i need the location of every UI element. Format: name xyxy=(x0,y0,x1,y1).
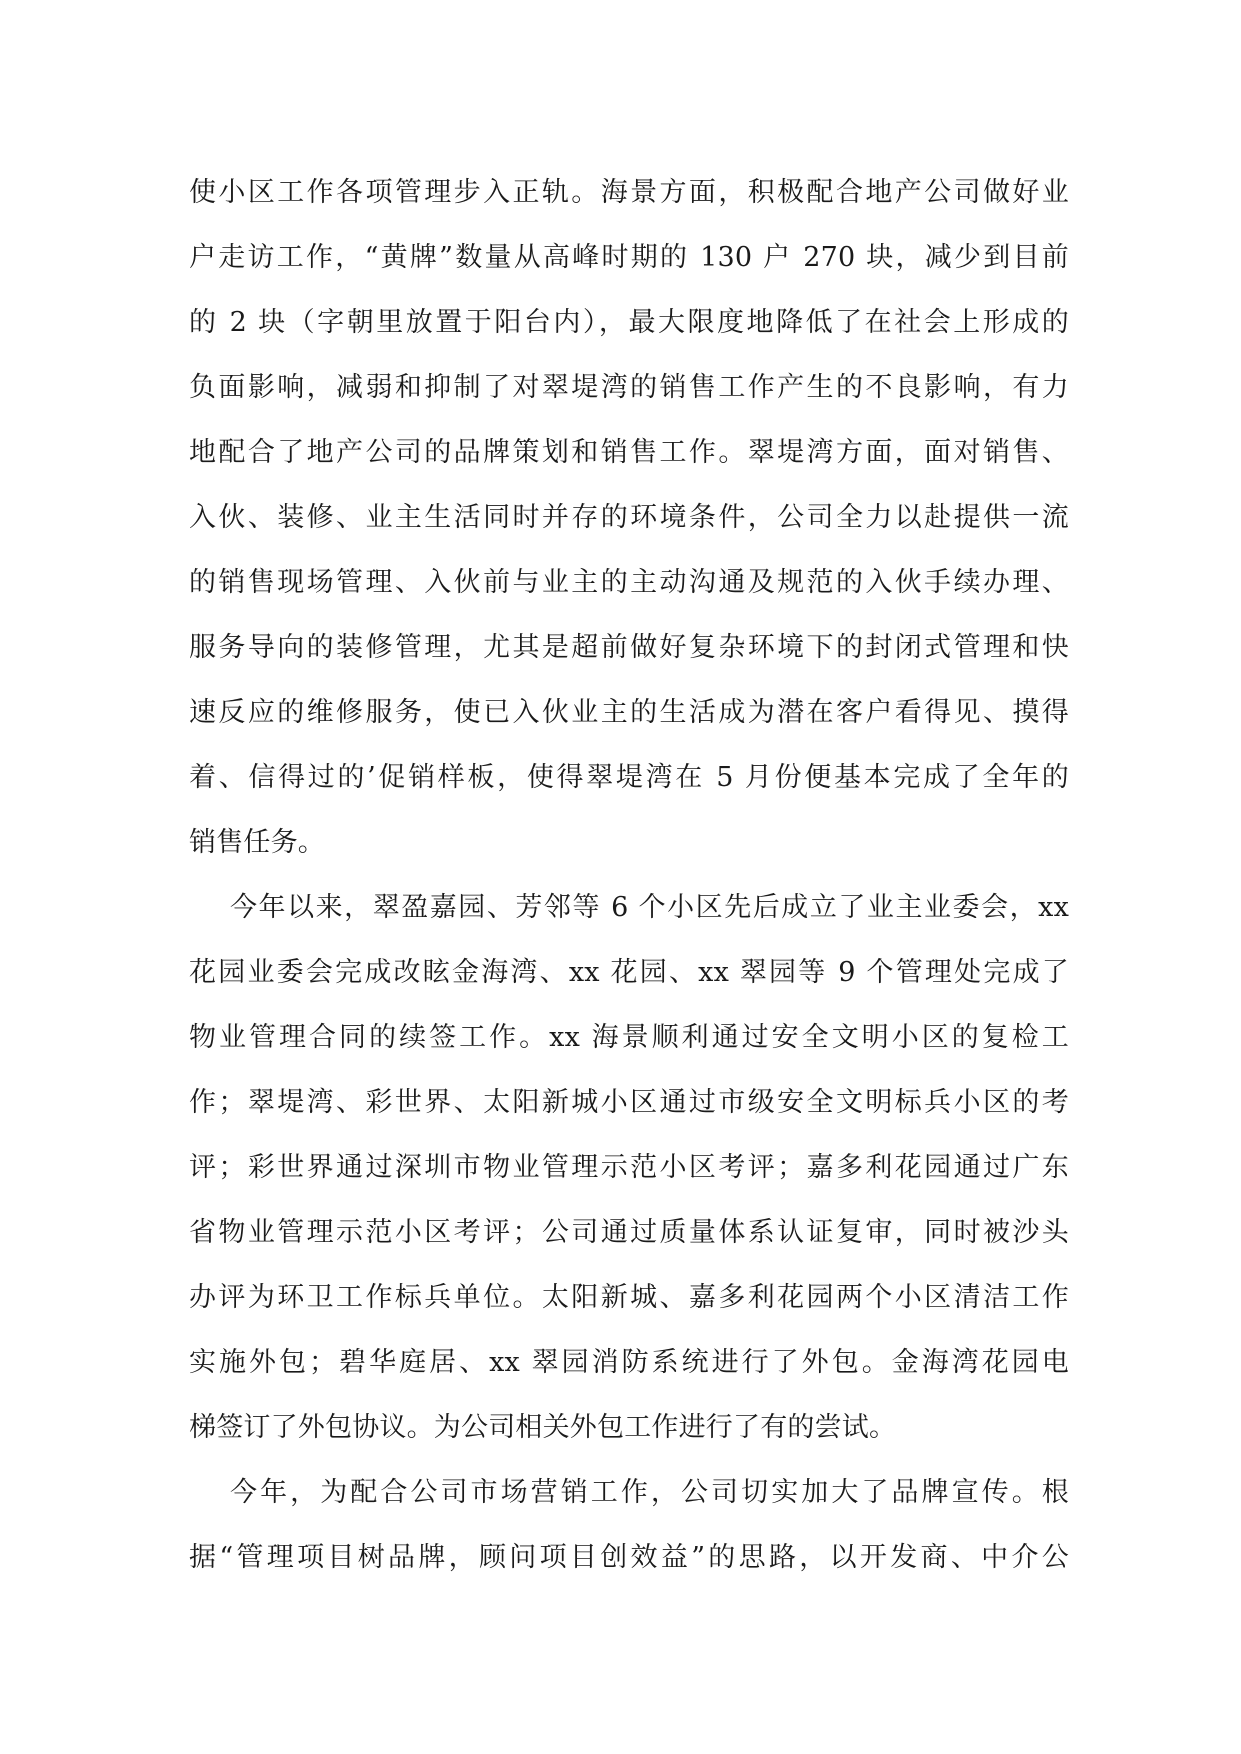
text-line: 据“管理项目树品牌，顾问项目创效益”的思路，以开发商、中介公 xyxy=(189,1542,1069,1573)
text-line: 花园业委会完成改眩金海湾、xx 花园、xx 翠园等 9 个管理处完成了 xyxy=(189,957,1069,988)
text-line: 评；彩世界通过深圳市物业管理示范小区考评；嘉多利花园通过广东 xyxy=(189,1152,1069,1183)
text-line: 入伙、装修、业主生活同时并存的环境条件，公司全力以赴提供一流 xyxy=(189,502,1069,533)
text-line: 今年，为配合公司市场营销工作，公司切实加大了品牌宣传。根 xyxy=(230,1477,1069,1508)
text-line: 地配合了地产公司的品牌策划和销售工作。翠堤湾方面，面对销售、 xyxy=(189,437,1069,468)
text-line: 着、信得过的’促销样板，使得翠堤湾在 5 月份便基本完成了全年的 xyxy=(189,762,1069,793)
text-line: 办评为环卫工作标兵单位。太阳新城、嘉多利花园两个小区清洁工作 xyxy=(189,1282,1069,1313)
text-line: 今年以来，翠盈嘉园、芳邻等 6 个小区先后成立了业主业委会，xx xyxy=(230,892,1069,923)
body-text xyxy=(189,160,1069,1590)
text-line: 速反应的维修服务，使已入伙业主的生活成为潜在客户看得见、摸得 xyxy=(189,697,1069,728)
text-line: 服务导向的装修管理，尤其是超前做好复杂环境下的封闭式管理和快 xyxy=(189,632,1069,663)
text-line: 省物业管理示范小区考评；公司通过质量体系认证复审，同时被沙头 xyxy=(189,1217,1069,1248)
text-line: 梯签订了外包协议。为公司相关外包工作进行了有的尝试。 xyxy=(189,1412,897,1443)
text-line: 的销售现场管理、入伙前与业主的主动沟通及规范的入伙手续办理、 xyxy=(189,567,1069,598)
text-line: 作；翠堤湾、彩世界、太阳新城小区通过市级安全文明标兵小区的考 xyxy=(189,1087,1069,1118)
text-line: 的 2 块（字朝里放置于阳台内），最大限度地降低了在社会上形成的 xyxy=(189,307,1069,338)
text-line: 物业管理合同的续签工作。xx 海景顺利通过安全文明小区的复检工 xyxy=(189,1022,1069,1053)
text-line: 使小区工作各项管理步入正轨。海景方面，积极配合地产公司做好业 xyxy=(189,177,1069,208)
text-line: 户走访工作，“黄牌”数量从高峰时期的 130 户 270 块，减少到目前 xyxy=(189,242,1069,273)
text-line: 销售任务。 xyxy=(189,827,325,858)
text-line: 实施外包；碧华庭居、xx 翠园消防系统进行了外包。金海湾花园电 xyxy=(189,1347,1069,1378)
text-line: 负面影响，减弱和抑制了对翠堤湾的销售工作产生的不良影响，有力 xyxy=(189,372,1069,403)
